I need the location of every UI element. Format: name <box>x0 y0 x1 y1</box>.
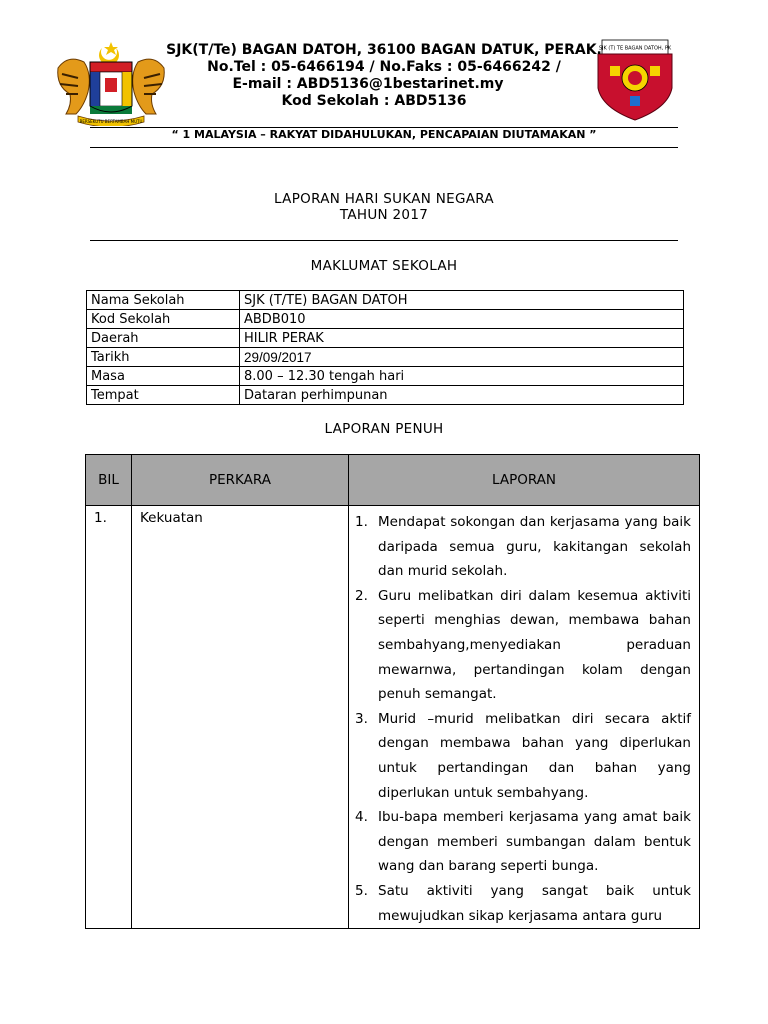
crest-banner-text: SJK (T) TE BAGAN DATOH, PK <box>598 45 672 52</box>
info-value: SJK (T/TE) BAGAN DATOH <box>240 291 684 310</box>
school-email: E-mail : ABD5136@1bestarinet.my <box>232 76 504 92</box>
info-label: Daerah <box>87 329 240 348</box>
item-text: Guru melibatkan diri dalam kesemua aktiviti seperti menghias dewan, membawa bahan sembahyang,menyediakan peraduan mewarnwa, pertandingan kolam dengan penuh semangat. <box>378 587 691 703</box>
motto: “ 1 MALAYSIA – RAKYAT DIDAHULUKAN, PENCAPAIAN DIUTAMAKAN ” <box>171 128 597 141</box>
section-school-info: MAKLUMAT SEKOLAH <box>310 258 458 274</box>
item-number: 4. <box>355 809 368 826</box>
info-label: Nama Sekolah <box>87 291 240 310</box>
list-item <box>355 805 691 879</box>
info-row <box>87 367 684 386</box>
school-phone-fax: No.Tel : 05-6466194 / No.Faks : 05-6466242 / <box>207 59 561 75</box>
info-row <box>87 348 684 367</box>
col-header-perkara: PERKARA <box>132 455 349 506</box>
info-row <box>87 291 684 310</box>
section-full-report: LAPORAN PENUH <box>324 421 444 437</box>
info-value: ABDB010 <box>240 310 684 329</box>
item-number: 1. <box>355 514 368 530</box>
list-item <box>355 510 691 584</box>
school-address: SJK(T/Te) BAGAN DATOH, 36100 BAGAN DATUK, PERAK. <box>166 42 602 58</box>
info-label: Masa <box>87 367 240 386</box>
info-label: Tempat <box>87 386 240 405</box>
report-header-row <box>86 455 700 506</box>
col-header-bil: BIL <box>86 455 132 506</box>
row-bil: 1. <box>86 506 132 929</box>
item-text: Murid –murid melibatkan diri secara aktif dengan membawa bahan yang diperlukan untuk pertandingan dan bahan yang diperlukan untuk sembahyang. <box>378 710 691 801</box>
school-info-table <box>86 290 684 405</box>
info-row <box>87 386 684 405</box>
info-value: 8.00 – 12.30 tengah hari <box>240 367 684 386</box>
col-header-laporan: LAPORAN <box>349 455 700 506</box>
report-table <box>85 454 700 929</box>
row-perkara: Kekuatan <box>132 506 349 929</box>
item-text: Ibu-bapa memberi kerjasama yang amat baik dengan memberi sumbangan dalam bentuk wang dan barang seperti bunga. <box>378 809 691 875</box>
report-title: LAPORAN HARI SUKAN NEGARA <box>274 191 494 207</box>
item-text: Mendapat sokongan dan kerjasama yang baik daripada semua guru, kakitangan sekolah dan murid sekolah. <box>378 514 691 580</box>
list-item <box>355 879 691 928</box>
list-item <box>355 707 691 805</box>
coat-of-arms-motto: BERSEKUTU BERTAMBAH MUTU <box>79 119 143 124</box>
info-row <box>87 310 684 329</box>
item-text: Satu aktiviti yang sangat baik untuk mewujudkan sikap kerjasama antara guru <box>378 882 691 924</box>
list-item <box>355 584 691 707</box>
report-items <box>355 510 691 928</box>
info-value: Dataran perhimpunan <box>240 386 684 405</box>
header-rule-bottom <box>90 147 678 148</box>
info-value: HILIR PERAK <box>240 329 684 348</box>
school-code: Kod Sekolah : ABD5136 <box>281 93 467 109</box>
item-number: 5. <box>355 882 368 899</box>
row-laporan <box>349 506 700 929</box>
title-rule <box>90 240 678 241</box>
report-row <box>86 506 700 929</box>
info-label: Kod Sekolah <box>87 310 240 329</box>
report-year: TAHUN 2017 <box>339 207 429 223</box>
item-number: 3. <box>355 710 368 727</box>
info-value: 29/09/2017 <box>240 348 684 367</box>
info-label: Tarikh <box>87 348 240 367</box>
item-number: 2. <box>355 587 368 604</box>
info-row <box>87 329 684 348</box>
